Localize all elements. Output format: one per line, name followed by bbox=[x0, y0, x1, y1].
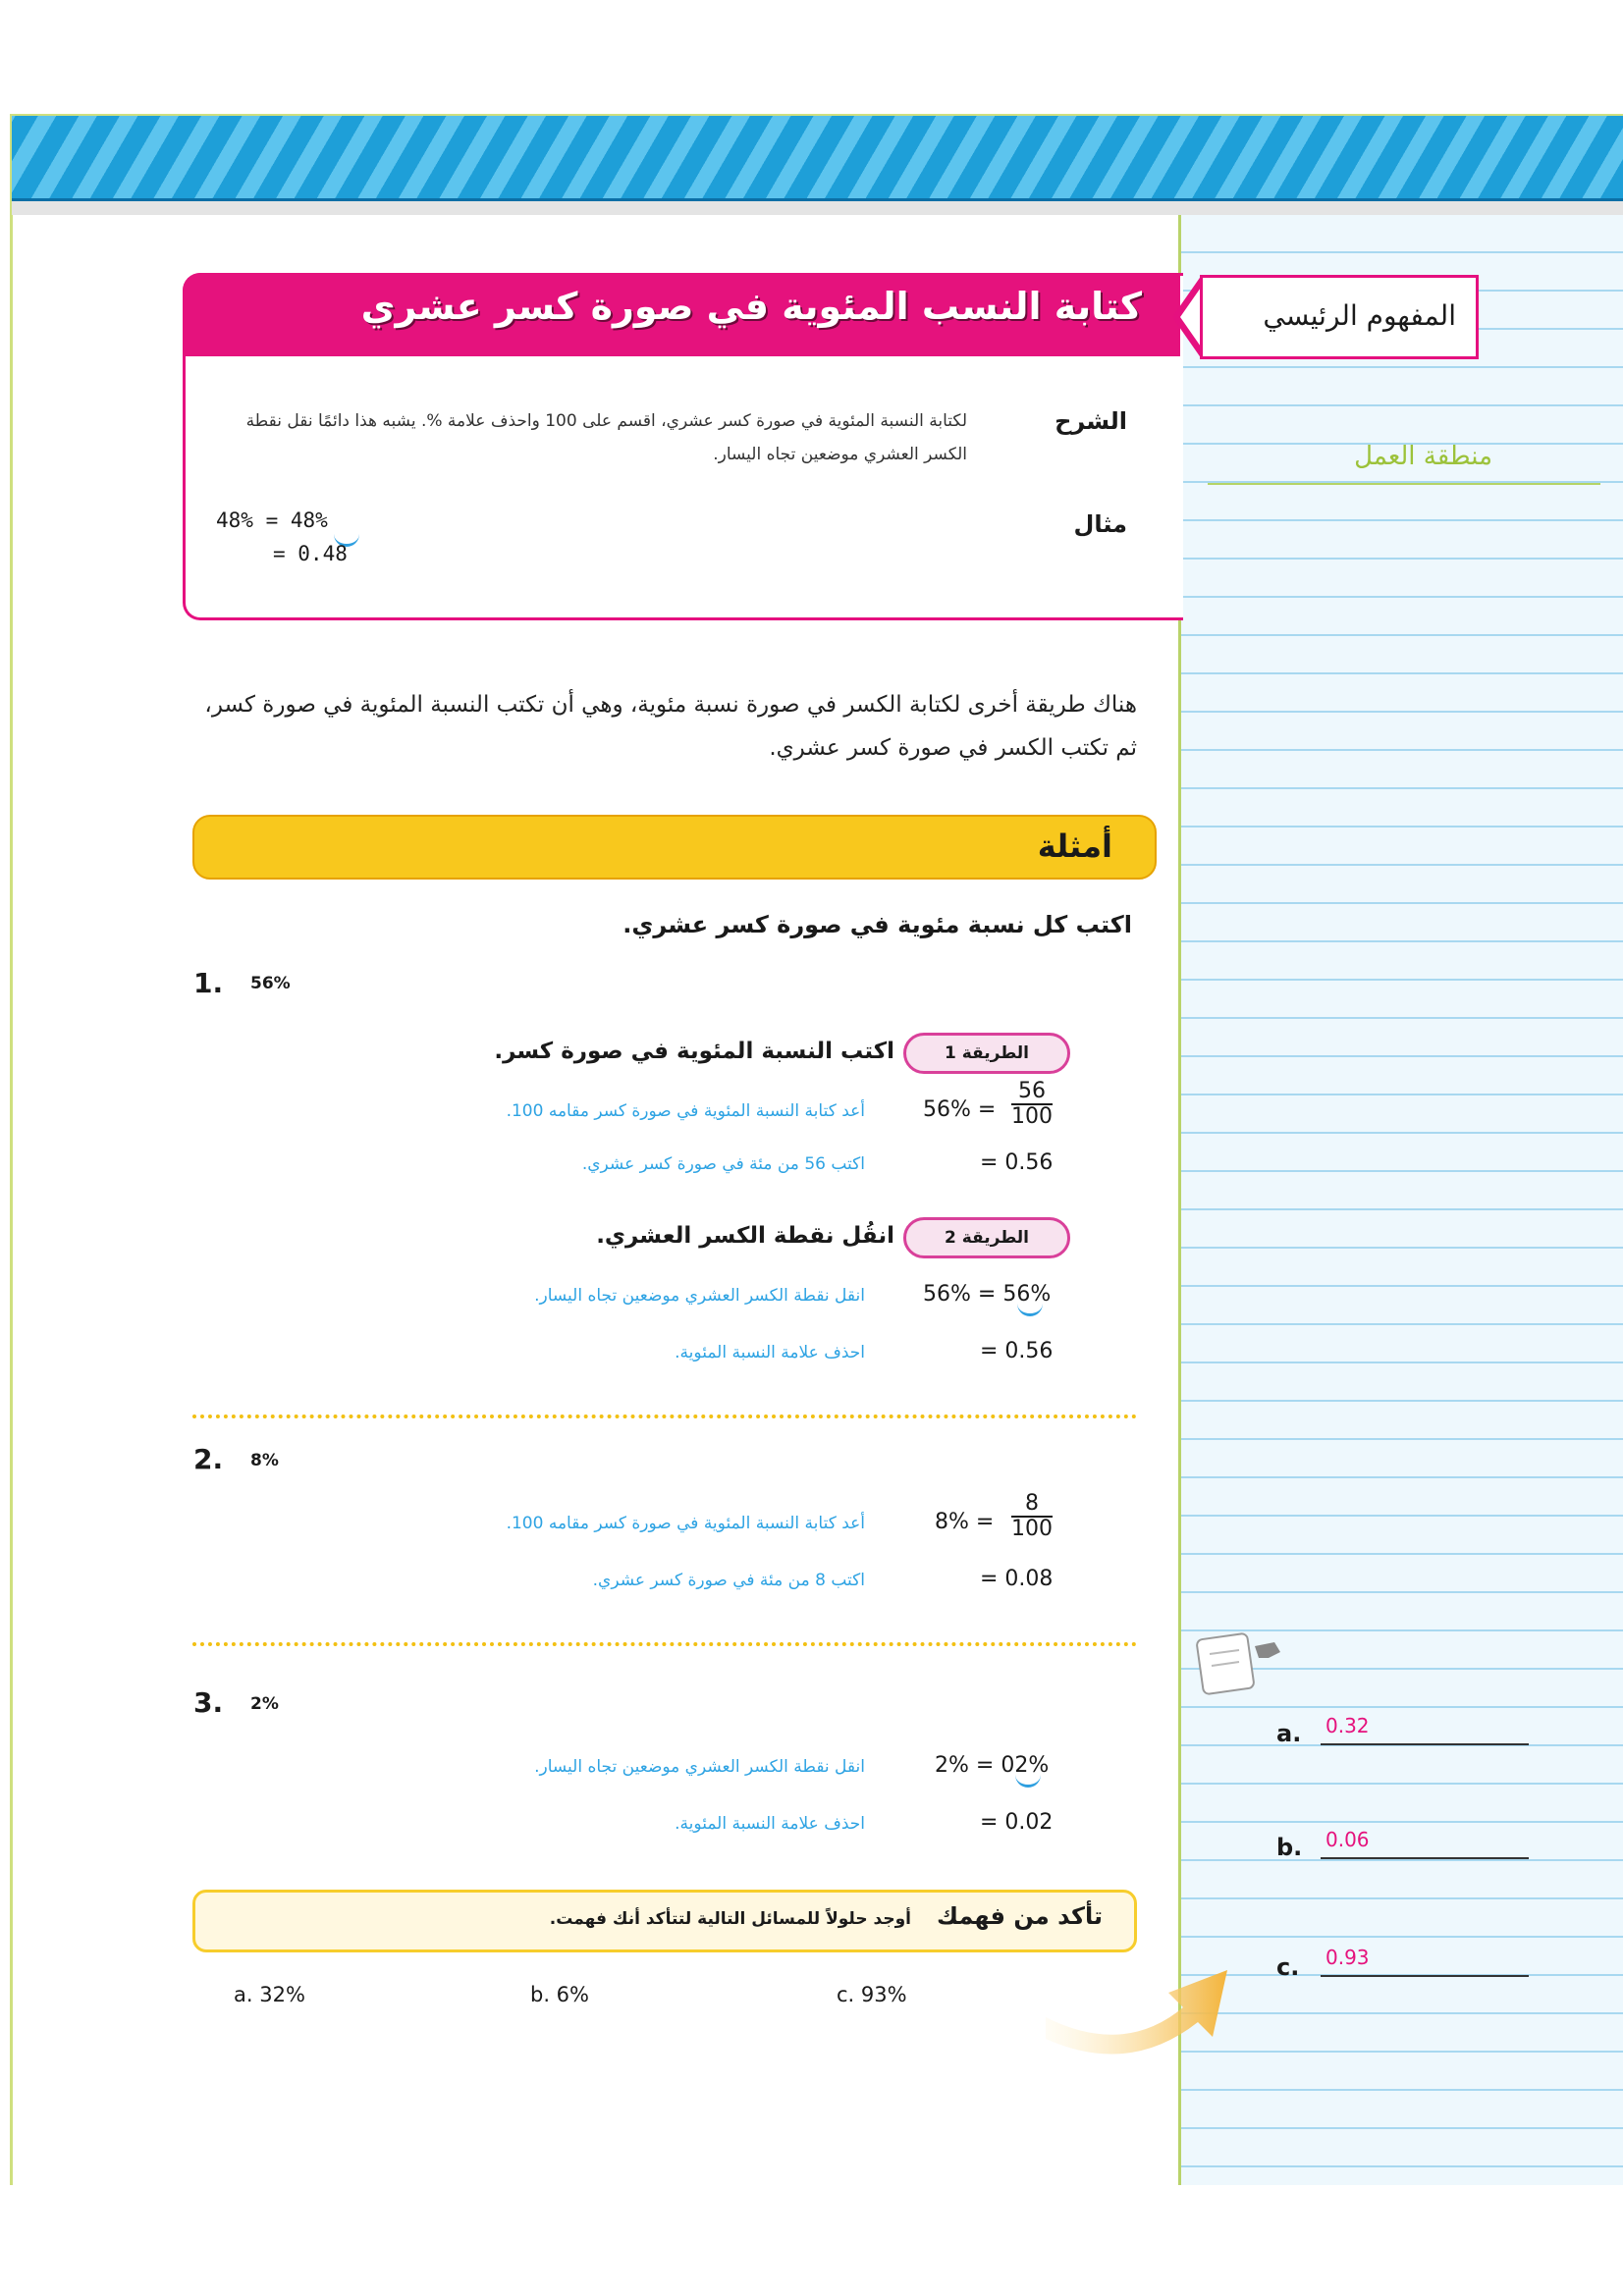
example-2-note-1: أعد كتابة النسبة المئوية في صورة كسر مقامه 100. bbox=[506, 1514, 865, 1533]
answer-c-line bbox=[1321, 1975, 1529, 1977]
example-1-number: 1. bbox=[193, 967, 224, 999]
check-understanding-title: تأكد من فهمك bbox=[936, 1902, 1103, 1930]
method-1-fraction-denominator: 100 bbox=[1011, 1104, 1053, 1129]
example-3-line: 2% = 02% bbox=[935, 1753, 1050, 1778]
key-concept-words-label: الشرح bbox=[1055, 407, 1127, 435]
check-item-b: b. 6% bbox=[530, 1983, 589, 2006]
check-item-c: c. 93% bbox=[837, 1983, 907, 2006]
method-1-lhs: 56% = bbox=[923, 1097, 997, 1122]
dotted-divider bbox=[192, 1642, 1137, 1646]
example-2-result: = 0.08 bbox=[980, 1567, 1054, 1591]
check-item-a: a. 32% bbox=[234, 1983, 305, 2006]
work-zone-sidebar bbox=[1178, 215, 1623, 2185]
method-1-pill: الطريقة 1 bbox=[903, 1033, 1070, 1074]
intro-paragraph: هناك طريقة أخرى لكتابة الكسر في صورة نسبة مئوية، وهي أن تكتب النسبة المئوية في صورة كسر، ثم تكتب الكسر في صورة كسر عشري. bbox=[204, 692, 1137, 761]
answer-a-line bbox=[1321, 1743, 1529, 1745]
example-2-value: 8% bbox=[250, 1451, 279, 1470]
example-2-fraction-numerator: 8 bbox=[1011, 1492, 1053, 1518]
answer-b-label: b. bbox=[1276, 1834, 1303, 1861]
work-zone-underline bbox=[1208, 483, 1600, 485]
answer-a-label: a. bbox=[1276, 1720, 1302, 1747]
example-3-number: 3. bbox=[193, 1686, 224, 1719]
page-bottom-margin bbox=[0, 2185, 1623, 2296]
curved-arrow-icon bbox=[1036, 1949, 1252, 2076]
key-concept-words-text: لكتابة النسبة المئوية في صورة كسر عشري، اقسم على 100 واحذف علامة %. يشبه هذا دائمًا نقل نقطة الكسر العشري موضعين تجاه اليسار. bbox=[245, 411, 967, 464]
example-3-note-2: احذف علامة النسبة المئوية. bbox=[675, 1814, 865, 1834]
method-1-result: = 0.56 bbox=[980, 1150, 1054, 1175]
example-3-note-1: انقل نقطة الكسر العشري موضعين تجاه اليسار. bbox=[534, 1757, 865, 1777]
answer-c-value: 0.93 bbox=[1325, 1946, 1370, 1969]
method-1-description: اكتب النسبة المئوية في صورة كسر. bbox=[494, 1039, 894, 1064]
key-concept-title: كتابة النسب المئوية في صورة كسر عشري bbox=[360, 285, 1142, 328]
examples-instruction: اكتب كل نسبة مئوية في صورة كسر عشري. bbox=[622, 911, 1132, 938]
answer-b-value: 0.06 bbox=[1325, 1828, 1370, 1851]
banner-shadow bbox=[12, 201, 1623, 215]
examples-header-bar bbox=[192, 815, 1157, 880]
method-2-result: = 0.56 bbox=[980, 1339, 1054, 1363]
example-1-value: 56% bbox=[250, 974, 291, 993]
example-2-fraction bbox=[1011, 1492, 1053, 1541]
examples-title: أمثلة bbox=[1037, 828, 1112, 865]
example-2-note-2: اكتب 8 من مئة في صورة كسر عشري. bbox=[592, 1571, 865, 1590]
answer-a-value: 0.32 bbox=[1325, 1714, 1370, 1737]
key-concept-example-line1: 48% = 48% bbox=[216, 508, 328, 532]
answer-b-line bbox=[1321, 1857, 1529, 1859]
example-2-number: 2. bbox=[193, 1443, 224, 1475]
method-2-note-1: انقل نقطة الكسر العشري موضعين تجاه اليسار. bbox=[534, 1286, 865, 1306]
method-1-note-1: أعد كتابة النسبة المئوية في صورة كسر مقامه 100. bbox=[506, 1101, 865, 1121]
dotted-divider bbox=[192, 1415, 1137, 1418]
method-1-note-2: اكتب 56 من مئة في صورة كسر عشري. bbox=[581, 1154, 865, 1174]
example-2-lhs: 8% = bbox=[935, 1510, 995, 1534]
work-zone-label: منطقة العمل bbox=[1354, 442, 1492, 471]
top-striped-banner bbox=[12, 116, 1623, 201]
method-2-line: 56% = 56% bbox=[923, 1282, 1052, 1307]
example-3-value: 2% bbox=[250, 1694, 279, 1714]
example-2-fraction-denominator: 100 bbox=[1011, 1517, 1053, 1541]
example-3-result: = 0.02 bbox=[980, 1810, 1054, 1835]
method-1-fraction-numerator: 56 bbox=[1011, 1080, 1053, 1105]
method-2-note-2: احذف علامة النسبة المئوية. bbox=[675, 1343, 865, 1362]
method-2-description: انقُل نقطة الكسر العشري. bbox=[596, 1223, 894, 1249]
method-1-fraction bbox=[1011, 1080, 1053, 1129]
check-understanding-description: أوجد حلولاً للمسائل التالية لتتأكد أنك فهمت. bbox=[549, 1909, 911, 1929]
note-hand-icon bbox=[1196, 1625, 1290, 1699]
key-concept-example-line2: = 0.48 bbox=[273, 542, 348, 565]
key-concept-example-label: مثال bbox=[1073, 510, 1127, 538]
answer-c-label: c. bbox=[1276, 1953, 1300, 1981]
key-concept-label: المفهوم الرئيسي bbox=[1263, 299, 1456, 332]
method-2-pill: الطريقة 2 bbox=[903, 1217, 1070, 1258]
